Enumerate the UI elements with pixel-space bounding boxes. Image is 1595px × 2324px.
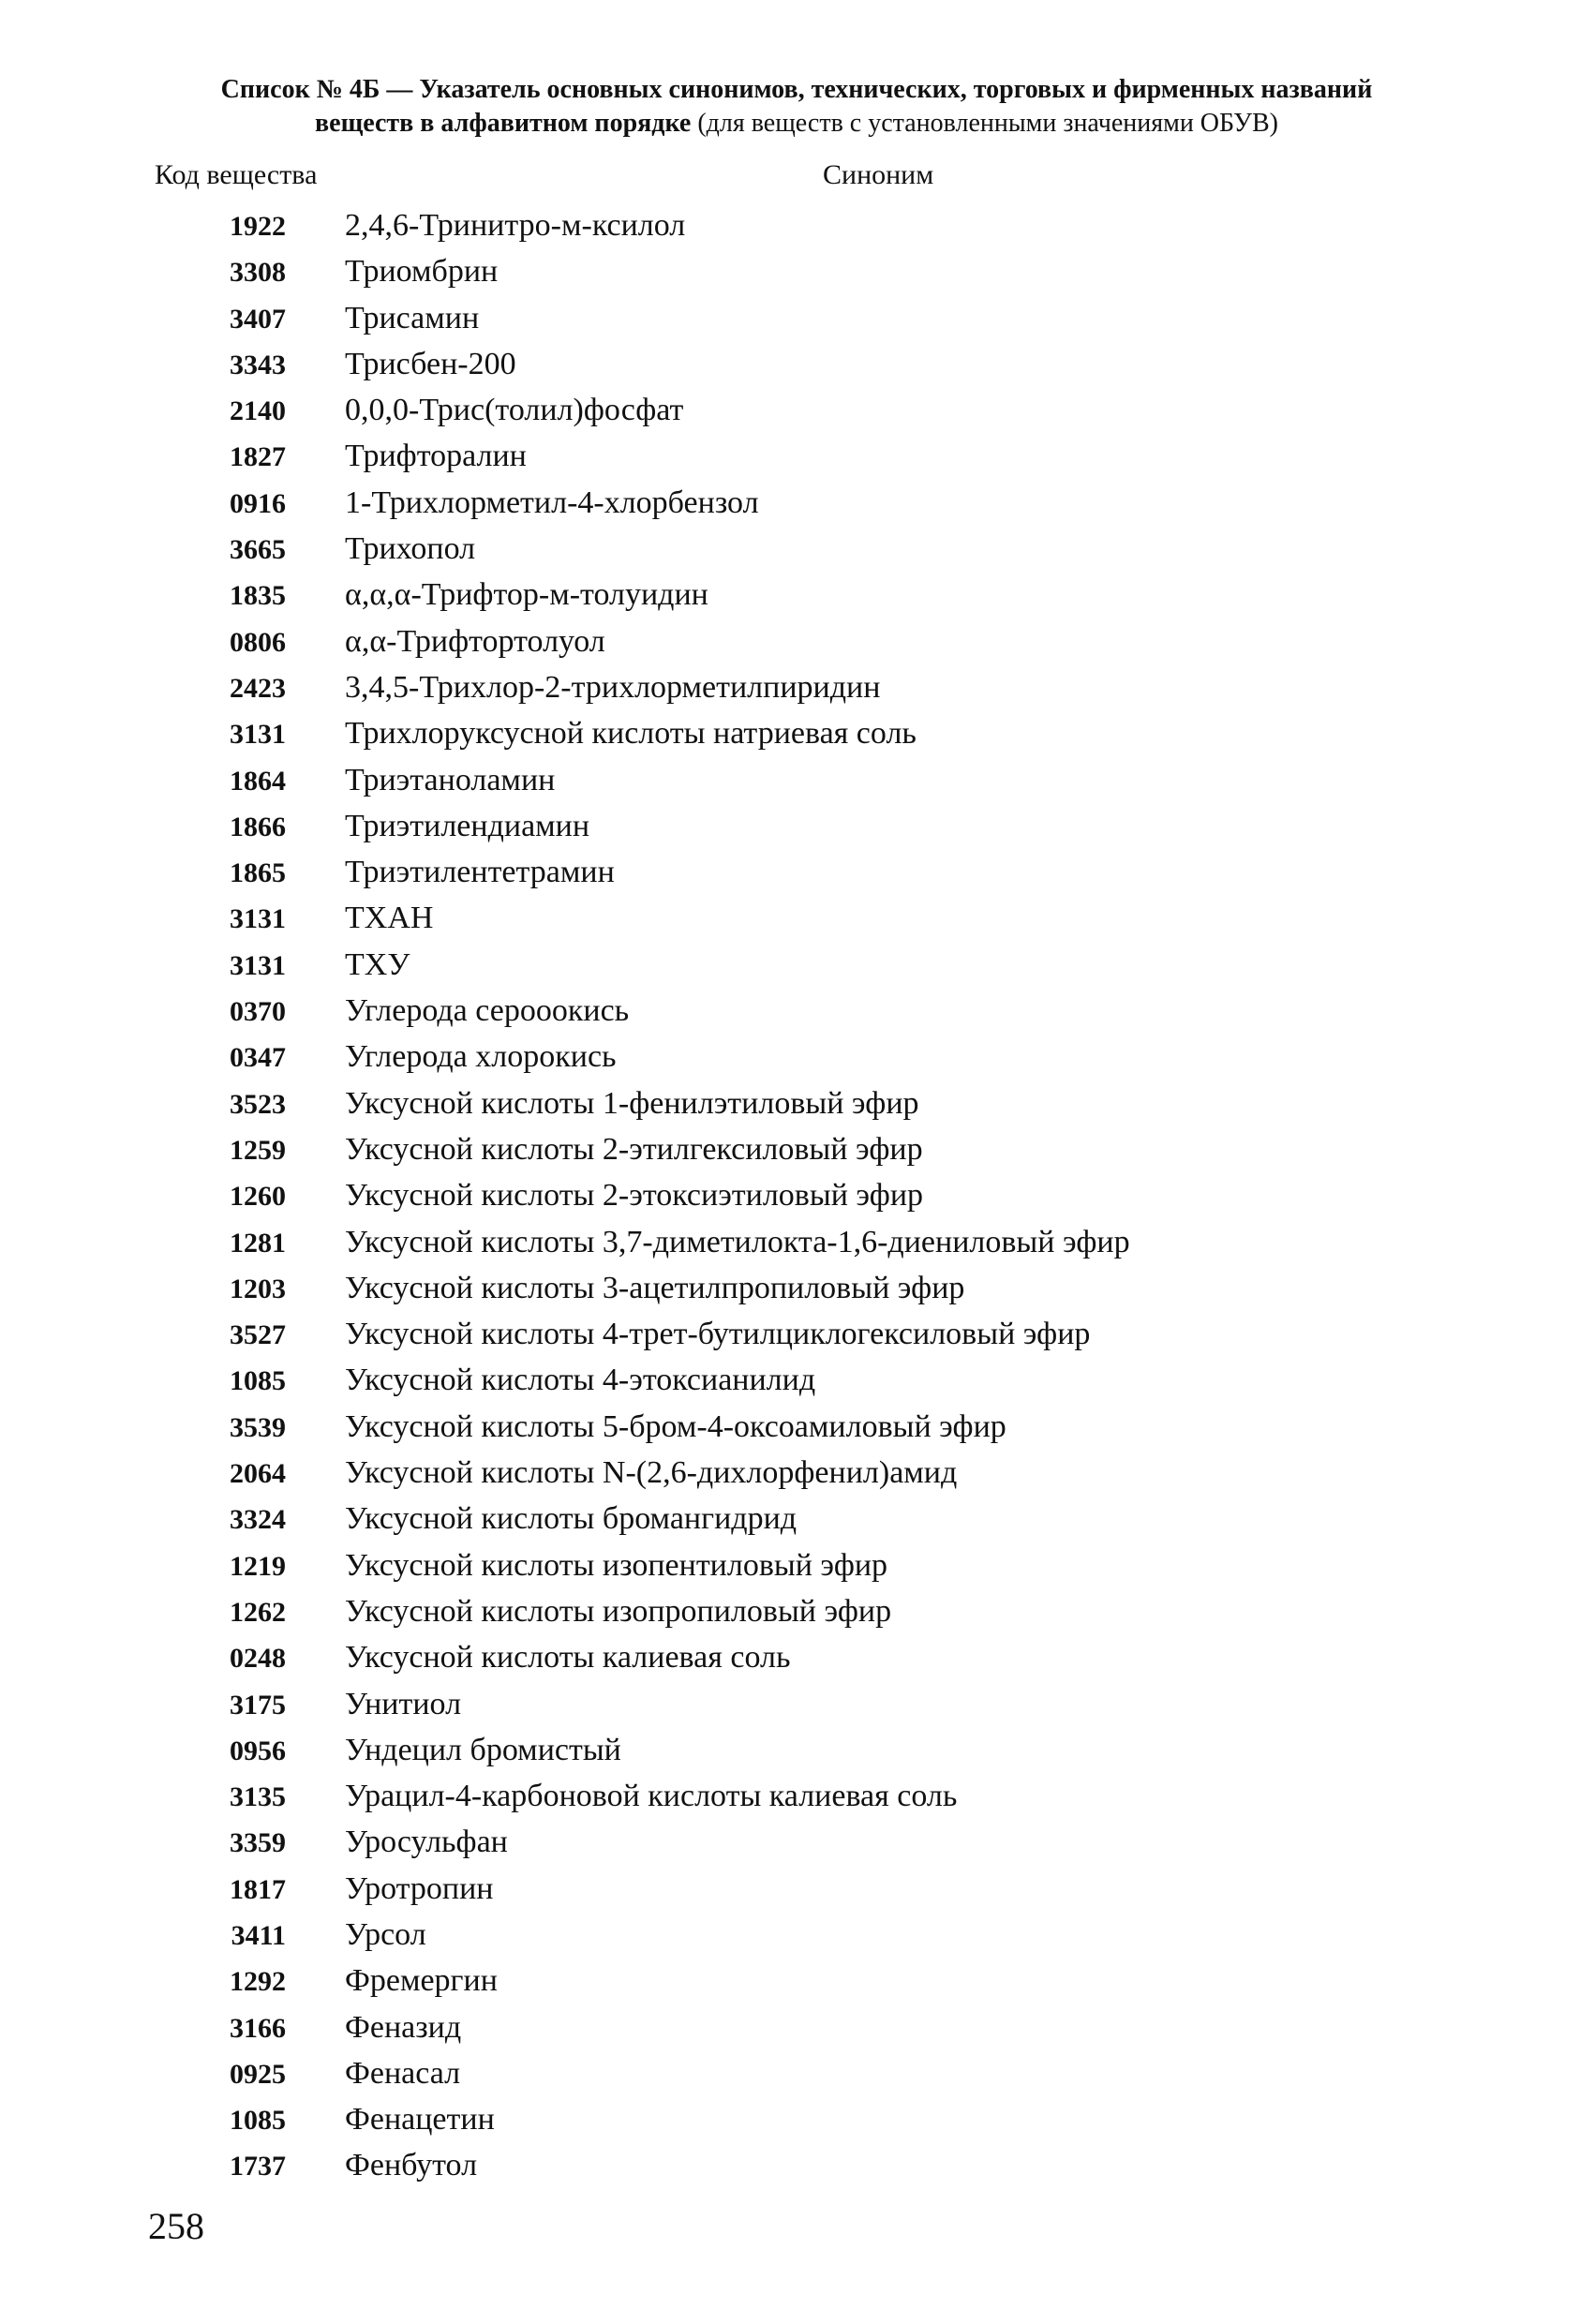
list-item	[0, 897, 1595, 943]
list-item	[0, 1959, 1595, 2005]
substance-code: 0347	[230, 1042, 286, 1074]
list-item	[0, 851, 1595, 897]
list-item	[0, 1128, 1595, 1174]
synonym-name: Уксусной кислоты калиевая соль	[345, 1640, 791, 1676]
substance-code: 1203	[230, 1273, 286, 1304]
substance-code: 2140	[230, 395, 286, 427]
list-item	[0, 435, 1595, 481]
synonym-name: ТХУ	[345, 946, 410, 982]
synonym-name: Уксусной кислоты N-(2,6-дихлорфенил)амид	[345, 1455, 958, 1491]
synonym-name: 1-Трихлорметил-4-хлорбензол	[345, 484, 759, 520]
substance-code: 3131	[230, 949, 286, 981]
list-item	[0, 759, 1595, 805]
title-line-1: Список № 4Б — Указатель основных синонимов, технических, торговых и фирменных названий	[220, 75, 1373, 104]
substance-code: 0925	[230, 2058, 286, 2090]
list-item	[0, 1497, 1595, 1543]
synonym-name: Уротропин	[345, 1870, 494, 1906]
title-line-2-parenthetical: (для веществ с установленными значениями ОБУВ)	[697, 109, 1278, 138]
substance-code: 1292	[230, 1966, 286, 1998]
list-item	[0, 2052, 1595, 2098]
synonym-name: 2,4,6-Тринитро-м-ксилол	[345, 208, 686, 243]
synonym-name: Уксусной кислоты 3-ацетилпропиловый эфир	[345, 1270, 965, 1305]
list-item	[0, 1359, 1595, 1405]
synonym-name: Уксусной кислоты 2-этилгексиловый эфир	[345, 1131, 923, 1167]
synonym-name: Уксусной кислоты изопропиловый эфир	[345, 1593, 892, 1629]
synonym-name: Трифторалин	[345, 439, 527, 474]
substance-code: 1835	[230, 580, 286, 612]
synonym-name: Триэтаноламин	[345, 762, 556, 797]
substance-code: 1262	[230, 1596, 286, 1628]
list-item	[0, 482, 1595, 528]
substance-code: 1922	[230, 211, 286, 242]
substance-code: 3527	[230, 1319, 286, 1351]
list-item	[0, 1544, 1595, 1590]
synonym-name: α,α,α-Трифтор-м-толуидин	[345, 577, 708, 613]
synonym-name: Фенасал	[345, 2055, 461, 2091]
list-item	[0, 1267, 1595, 1313]
synonym-name: Унитиол	[345, 1686, 462, 1721]
substance-code: 1864	[230, 765, 286, 797]
synonym-name: Уксусной кислоты 3,7-диметилокта-1,6-диениловый эфир	[345, 1224, 1130, 1259]
substance-code: 1085	[230, 2105, 286, 2137]
list-item	[0, 574, 1595, 619]
substance-code: 3343	[230, 349, 286, 380]
substance-code: 3135	[230, 1781, 286, 1813]
list-item	[0, 1914, 1595, 1959]
list-item	[0, 1729, 1595, 1775]
substance-code: 1219	[230, 1550, 286, 1582]
list-item	[0, 1082, 1595, 1128]
column-header-synonym: Синоним	[823, 159, 934, 190]
list-item	[0, 2006, 1595, 2052]
list-item	[0, 1683, 1595, 1729]
synonym-name: Уросульфан	[345, 1825, 508, 1860]
synonym-name: ТХАН	[345, 901, 434, 936]
synonym-name: Ундецил бромистый	[345, 1732, 621, 1767]
synonym-name: 0,0,0-Трис(толил)фосфат	[345, 393, 684, 428]
synonym-name: Углерода хлорокись	[345, 1039, 617, 1075]
list-item	[0, 1452, 1595, 1497]
substance-code: 1866	[230, 811, 286, 842]
list-item	[0, 1775, 1595, 1821]
substance-code: 3407	[230, 303, 286, 335]
list-title	[112, 73, 1481, 141]
synonym-name: Фенацетин	[345, 2102, 495, 2138]
synonym-name: Феназид	[345, 2009, 462, 2045]
list-item	[0, 2098, 1595, 2144]
synonym-name: Уксусной кислоты 4-трет-бутилциклогексиловый эфир	[345, 1317, 1091, 1352]
list-item	[0, 666, 1595, 712]
substance-code: 1281	[230, 1227, 286, 1259]
title-line-2	[112, 107, 1481, 141]
synonym-name: Урацил-4-карбоновой кислоты калиевая соль	[345, 1779, 958, 1814]
substance-code: 3131	[230, 903, 286, 935]
synonym-name: Триомбрин	[345, 254, 499, 290]
substance-code: 0806	[230, 626, 286, 658]
substance-code: 1737	[230, 2151, 286, 2182]
page-number: 258	[148, 2205, 204, 2247]
list-item	[0, 1406, 1595, 1452]
substance-code: 1260	[230, 1181, 286, 1213]
column-header-code: Код вещества	[155, 159, 318, 190]
substance-code: 3166	[230, 2012, 286, 2044]
list-item	[0, 805, 1595, 851]
substance-code: 3539	[230, 1411, 286, 1443]
list-item	[0, 204, 1595, 250]
synonym-name: 3,4,5-Трихлор-2-трихлорметилпиридин	[345, 669, 881, 705]
list-item	[0, 1174, 1595, 1220]
substance-code: 3523	[230, 1088, 286, 1120]
substance-code: 0248	[230, 1643, 286, 1675]
synonym-name: Урсол	[345, 1916, 426, 1952]
synonym-name: Углерода серооокись	[345, 993, 630, 1029]
substance-code: 3324	[230, 1504, 286, 1536]
list-item	[0, 620, 1595, 666]
list-item	[0, 1221, 1595, 1267]
synonym-name: Трихопол	[345, 531, 476, 567]
list-item	[0, 250, 1595, 296]
list-item	[0, 2144, 1595, 2190]
synonym-name: Фремергин	[345, 1963, 498, 1999]
synonym-name: Уксусной кислоты 1-фенилэтиловый эфир	[345, 1085, 919, 1121]
synonym-name: Уксусной кислоты 4-этоксианилид	[345, 1363, 816, 1398]
substance-code: 1259	[230, 1134, 286, 1166]
substance-code: 3665	[230, 534, 286, 566]
synonym-name: Трисбен-200	[345, 346, 516, 381]
substance-code: 0916	[230, 487, 286, 519]
list-item	[0, 389, 1595, 435]
list-item	[0, 1821, 1595, 1867]
title-line-2-bold: веществ в алфавитном порядке	[315, 109, 692, 138]
synonym-name: Фенбутол	[345, 2148, 478, 2183]
list-item	[0, 1868, 1595, 1914]
substance-code: 3175	[230, 1689, 286, 1721]
substance-code: 0370	[230, 996, 286, 1028]
synonym-name: Триэтилендиамин	[345, 808, 590, 843]
substance-code: 1827	[230, 441, 286, 473]
synonym-name: Уксусной кислоты 2-этоксиэтиловый эфир	[345, 1178, 924, 1214]
synonym-name: Трисамин	[345, 300, 480, 335]
substance-code: 1865	[230, 857, 286, 889]
synonym-name: Трихлоруксусной кислоты натриевая соль	[345, 716, 917, 752]
synonym-name: Уксусной кислоты бромангидрид	[345, 1501, 798, 1537]
substance-code: 2423	[230, 672, 286, 704]
substance-code: 0956	[230, 1735, 286, 1766]
substance-code: 3308	[230, 257, 286, 289]
list-item	[0, 944, 1595, 990]
synonym-name: Уксусной кислоты изопентиловый эфир	[345, 1547, 888, 1583]
synonym-list	[0, 204, 1595, 2191]
list-item	[0, 990, 1595, 1035]
list-item	[0, 1590, 1595, 1636]
substance-code: 2064	[230, 1458, 286, 1490]
list-item	[0, 297, 1595, 343]
synonym-name: Триэтилентетрамин	[345, 855, 615, 890]
substance-code: 3131	[230, 719, 286, 751]
synonym-name: α,α-Трифтортолуол	[345, 623, 605, 659]
list-item	[0, 712, 1595, 758]
substance-code: 3359	[230, 1827, 286, 1859]
list-item	[0, 1313, 1595, 1359]
list-item	[0, 528, 1595, 574]
list-item	[0, 343, 1595, 389]
list-item	[0, 1035, 1595, 1081]
list-item	[0, 1636, 1595, 1682]
substance-code: 1817	[230, 1873, 286, 1905]
substance-code: 1085	[230, 1365, 286, 1397]
synonym-name: Уксусной кислоты 5-бром-4-оксоамиловый эфир	[345, 1408, 1006, 1444]
substance-code: 3411	[231, 1919, 286, 1951]
